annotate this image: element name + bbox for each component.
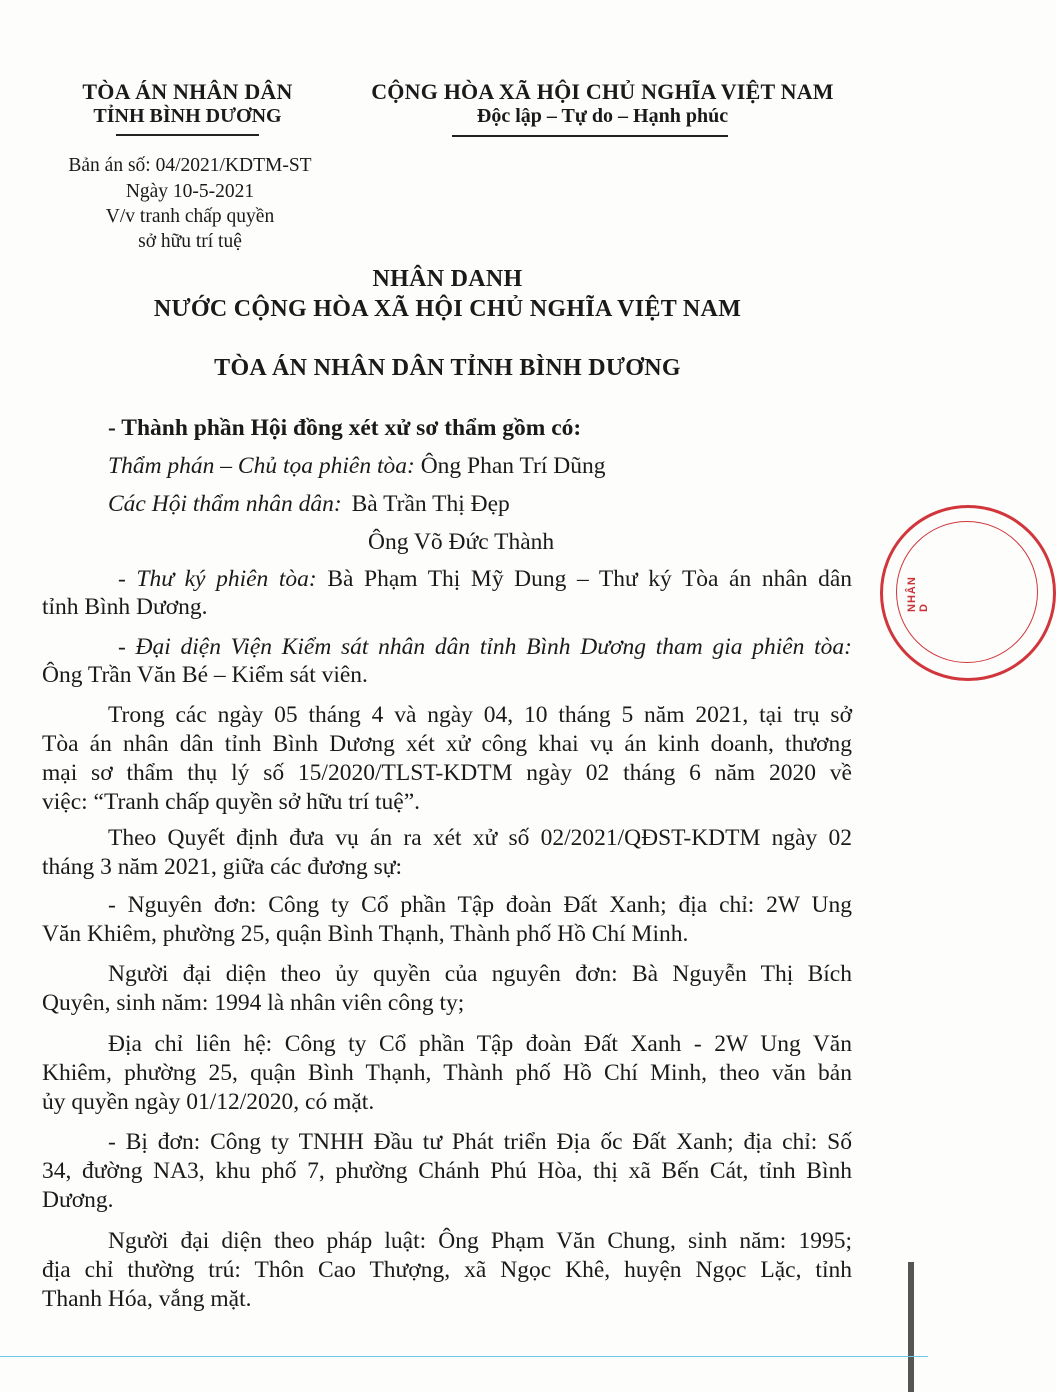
paragraph-line: việc: “Tranh chấp quyền sở hữu trí tuệ”.: [42, 789, 421, 815]
clerk-label: - Thư ký phiên tòa:: [118, 566, 317, 592]
paragraph-line: Người đại diện theo pháp luật: Ông Phạm Văn Chung, sinh năm: 1995;: [108, 1228, 852, 1254]
case-subject-line1: V/v tranh chấp quyền: [105, 206, 275, 227]
paragraph-line: - Bị đơn: Công ty TNHH Đầu tư Phát triển Địa ốc Đất Xanh; địa chỉ: Số: [108, 1129, 852, 1155]
judge-name: Ông Phan Trí Dũng: [420, 453, 606, 479]
paragraph-line: tháng 3 năm 2021, giữa các đương sự:: [42, 854, 402, 880]
juror-1: Bà Trần Thị Đẹp: [351, 491, 510, 517]
title-republic: NƯỚC CỘNG HÒA XÃ HỘI CHỦ NGHĨA VIỆT NAM: [153, 296, 742, 322]
court-name-line1: TÒA ÁN NHÂN DÂN: [82, 79, 293, 104]
prosecutor-value: Ông Trần Văn Bé – Kiểm sát viên.: [42, 662, 368, 688]
juror-2: Ông Võ Đức Thành: [368, 529, 555, 555]
title-in-the-name: NHÂN DANH: [372, 266, 523, 292]
court-name-line2: TỈNH BÌNH DƯƠNG: [93, 105, 282, 127]
paragraph-line: Quyên, sinh năm: 1994 là nhân viên công ty;: [42, 990, 465, 1016]
judge-label: Thẩm phán – Chủ tọa phiên tòa:: [108, 453, 415, 479]
clerk-line-cont: tỉnh Bình Dương.: [42, 594, 208, 620]
paragraph-line: Văn Khiêm, phường 25, quận Bình Thạnh, Thành phố Hồ Chí Minh.: [42, 921, 689, 947]
court-stamp-text: NHÂN D: [906, 576, 930, 612]
case-subject-line2: sở hữu trí tuệ: [138, 231, 242, 252]
jurors-label: Các Hội thẩm nhân dân:: [108, 491, 342, 517]
paragraph-line: Dương.: [42, 1187, 114, 1213]
page-bottom-divider: [0, 1356, 928, 1357]
paragraph-line: địa chỉ thường trú: Thôn Cao Thượng, xã Ngọc Khê, huyện Ngọc Lặc, tỉnh: [42, 1257, 852, 1283]
paragraph-line: Tòa án nhân dân tỉnh Bình Dương xét xử công khai vụ án kinh doanh, thương: [42, 731, 852, 757]
paragraph-line: ủy quyền ngày 01/12/2020, có mặt.: [42, 1089, 375, 1115]
paragraph-line: Theo Quyết định đưa vụ án ra xét xử số 02/2021/QĐST-KDTM ngày 02: [108, 825, 852, 851]
case-number: Bản án số: 04/2021/KDTM-ST: [68, 155, 312, 176]
paragraph-line: Trong các ngày 05 tháng 4 và ngày 04, 10 tháng 5 năm 2021, tại trụ sở: [108, 702, 852, 728]
paragraph-line: Khiêm, phường 25, quận Bình Thạnh, Thành phố Hồ Chí Minh, theo văn bản: [42, 1060, 852, 1086]
republic-title: CỘNG HÒA XÃ HỘI CHỦ NGHĨA VIỆT NAM: [371, 79, 834, 104]
paragraph-line: 34, đường NA3, khu phố 7, phường Chánh Phú Hòa, thị xã Bến Cát, tỉnh Bình: [42, 1158, 852, 1184]
paragraph-line: mại sơ thẩm thụ lý số 15/2020/TLST-KDTM ngày 02 tháng 6 năm 2020 về: [42, 760, 852, 786]
vertical-scrollbar[interactable]: [908, 1262, 914, 1392]
clerk-value: Bà Phạm Thị Mỹ Dung – Thư ký Tòa án nhân dân: [327, 566, 853, 592]
paragraph-line: - Nguyên đơn: Công ty Cổ phần Tập đoàn Đất Xanh; địa chỉ: 2W Ung: [108, 892, 852, 918]
paragraph-line: Địa chỉ liên hệ: Công ty Cổ phần Tập đoàn Đất Xanh - 2W Ung Văn: [108, 1031, 852, 1057]
clerk-line: [118, 564, 852, 594]
paragraph-line: Người đại diện theo ủy quyền của nguyên đơn: Bà Nguyễn Thị Bích: [108, 961, 852, 987]
panel-heading: - Thành phần Hội đồng xét xử sơ thẩm gồm có:: [108, 415, 582, 441]
motto: Độc lập – Tự do – Hạnh phúc: [476, 105, 729, 127]
title-court: TÒA ÁN NHÂN DÂN TỈNH BÌNH DƯƠNG: [214, 355, 681, 381]
judge-line: [108, 451, 605, 481]
paragraph-line: Thanh Hóa, vắng mặt.: [42, 1286, 252, 1312]
court-name-underline: [116, 134, 259, 136]
case-date: Ngày 10-5-2021: [125, 181, 255, 202]
jurors-line: [108, 489, 510, 519]
motto-underline: [452, 135, 728, 137]
prosecutor-label: - Đại diện Viện Kiểm sát nhân dân tỉnh Bình Dương tham gia phiên tòa:: [118, 634, 852, 660]
